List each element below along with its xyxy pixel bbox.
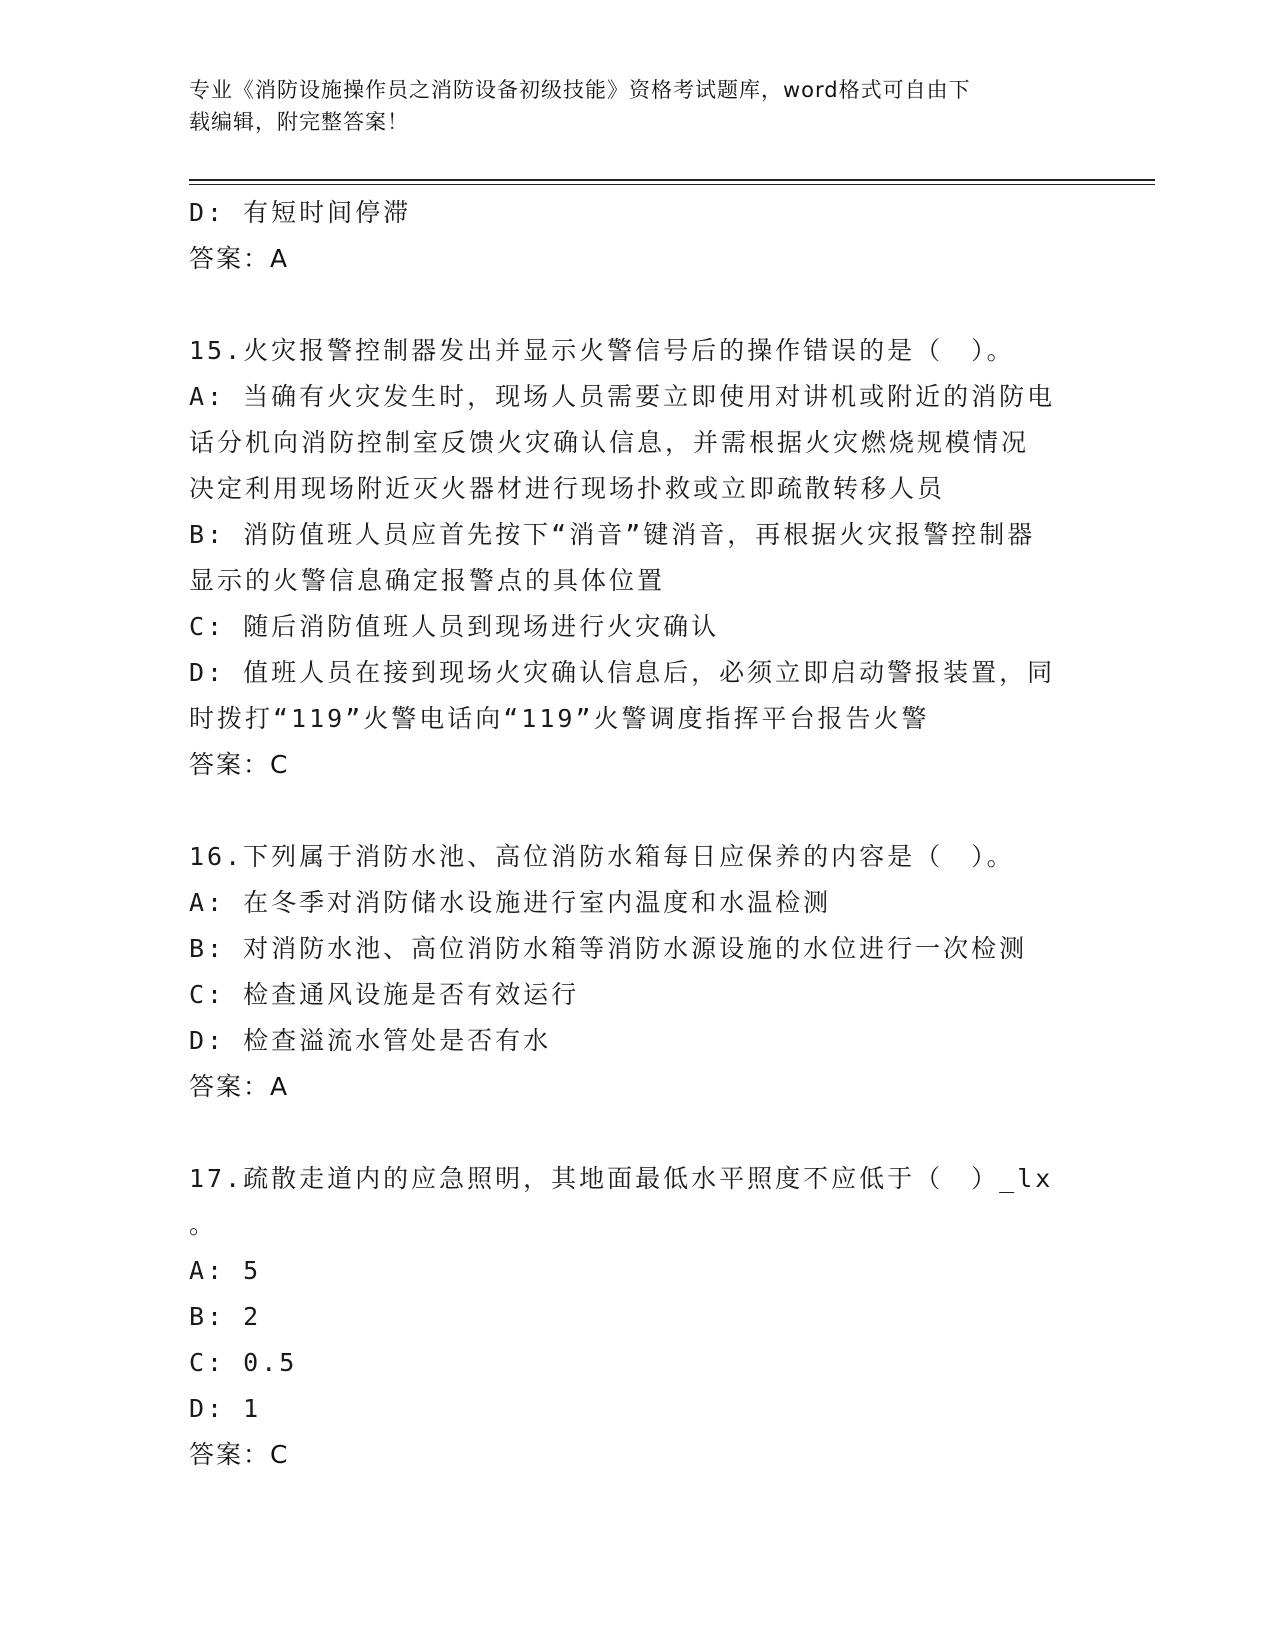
question-stem: 15.火灾报警控制器发出并显示火警信号后的操作错误的是（ ）。 — [189, 336, 1015, 365]
spacer — [189, 282, 1089, 328]
answer-line: 答案：C — [189, 750, 290, 779]
header-rule-thin — [189, 184, 1155, 185]
answer-line: 答案：A — [189, 1072, 290, 1101]
header-line-1: 专业《消防设施操作员之消防设备初级技能》资格考试题库，word格式可自由下 — [189, 78, 971, 102]
page-header — [189, 74, 1069, 138]
question-stem: 17.疏散走道内的应急照明，其地面最低水平照度不应低于（ ）_lx — [189, 1164, 1054, 1193]
option-a: A: 在冬季对消防储水设施进行室内温度和水温检测 — [189, 888, 832, 917]
spacer — [189, 1110, 1089, 1156]
option-b: B: 对消防水池、高位消防水箱等消防水源设施的水位进行一次检测 — [189, 934, 1028, 963]
question-block-17 — [189, 1156, 1089, 1478]
option-a: A: 当确有火灾发生时，现场人员需要立即使用对讲机或附近的消防电 — [189, 382, 1056, 411]
option-c: C: 检查通风设施是否有效运行 — [189, 980, 580, 1009]
option-b-cont: 显示的火警信息确定报警点的具体位置 — [189, 566, 666, 595]
option-d-cont: 时拨打“119”火警电话向“119”火警调度指挥平台报告火警 — [189, 704, 930, 733]
spacer — [189, 788, 1089, 834]
option-d: D: 检查溢流水管处是否有水 — [189, 1026, 552, 1055]
question-block-prev — [189, 190, 1089, 282]
header-rule-thick — [189, 179, 1155, 181]
option-d: D: 值班人员在接到现场火灾确认信息后，必须立即启动警报装置，同 — [189, 658, 1056, 687]
option-a: A: 5 — [189, 1256, 262, 1285]
question-block-15 — [189, 328, 1089, 788]
answer-line: 答案：C — [189, 1440, 290, 1469]
option-a-cont: 话分机向消防控制室反馈火灾确认信息，并需根据火灾燃烧规模情况 — [189, 428, 1030, 457]
question-block-16 — [189, 834, 1089, 1110]
option-b: B: 2 — [189, 1302, 262, 1331]
option-a-cont: 决定利用现场附近灭火器材进行现场扑救或立即疏散转移人员 — [189, 474, 946, 503]
option-b: B: 消防值班人员应首先按下“消音”键消音，再根据火灾报警控制器 — [189, 520, 1036, 549]
option-c: C: 随后消防值班人员到现场进行火灾确认 — [189, 612, 720, 641]
option-d: D: 1 — [189, 1394, 262, 1423]
header-line-2: 载编辑，附完整答案！ — [189, 110, 409, 134]
answer-line: 答案：A — [189, 244, 290, 273]
question-stem: 16.下列属于消防水池、高位消防水箱每日应保养的内容是（ ）。 — [189, 842, 1015, 871]
option-c: C: 0.5 — [189, 1348, 298, 1377]
question-stem-cont: 。 — [189, 1210, 218, 1239]
option-d: D: 有短时间停滞 — [189, 198, 412, 227]
question-list — [189, 190, 1089, 1478]
